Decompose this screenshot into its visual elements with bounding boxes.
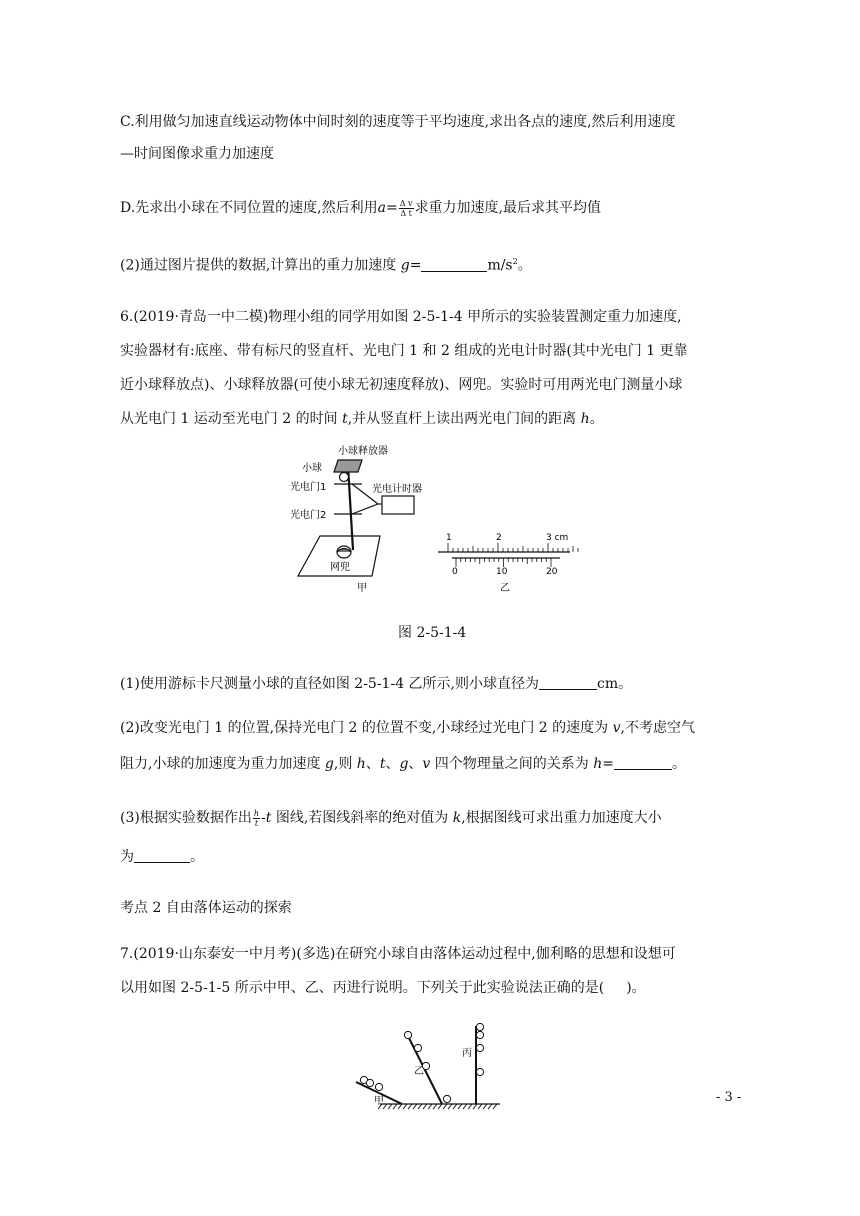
answer-blank[interactable] (134, 848, 190, 863)
question-6-part-2-line-2 (120, 754, 686, 774)
label-jia: 甲 (374, 1096, 384, 1107)
figure-caption: 图 2-5-1-4 (398, 625, 467, 641)
label-yi: 乙 (414, 1066, 424, 1077)
q6-2-l1-b: ,不考虑空气 (620, 720, 695, 736)
ground-hatch-line (453, 1104, 457, 1109)
equals-sign: = (602, 756, 615, 772)
fraction-h-t (253, 809, 260, 828)
q6-2-l2-c: 、 (365, 756, 380, 772)
equals-sign: = (409, 257, 422, 274)
ground-hatch-line (458, 1104, 462, 1109)
question-6-line-1: 6.(2019·青岛一中二模)物理小组的同学用如图 2-5-1-4 甲所示的实验装置测定重力加速度, (120, 309, 682, 325)
ball-yi-1 (404, 1031, 411, 1038)
ground-hatch-line (463, 1104, 467, 1109)
figure-2-5-1-4 (280, 440, 580, 600)
q6-line4-b: ,并从竖直杆上读出两光电门间的距离 (347, 411, 581, 427)
var-v: v (422, 756, 431, 772)
ground-hatch-line (423, 1104, 427, 1109)
ruler-main-label-3: 3 cm (546, 533, 569, 543)
page-number: - 3 - (716, 1090, 742, 1105)
section-heading: 考点 2 自由落体运动的探索 (120, 900, 292, 916)
q7-line2-b: )。 (626, 980, 646, 996)
frac-numerator: Δ v (399, 198, 413, 208)
question-6-part-2-line-1 (120, 718, 695, 738)
ruler-main-label-2: 2 (496, 533, 502, 543)
ball-bing-2 (476, 1031, 483, 1038)
question-6-part-1 (120, 674, 632, 694)
ground-hatch-line (473, 1104, 477, 1109)
q6-line4-end: 。 (589, 411, 604, 427)
answer-blank[interactable] (614, 755, 672, 770)
var-a: a (377, 200, 386, 216)
q6-2-l2-e: 、 (408, 756, 423, 772)
ground-hatch-line (433, 1104, 437, 1109)
label-ball: 小球 (302, 463, 322, 474)
ground-hatch-line (428, 1104, 432, 1109)
equals-sign: = (385, 200, 398, 216)
fraction-dv-dt (399, 199, 414, 218)
label-bing: 丙 (462, 1048, 472, 1059)
var-g: g (324, 756, 334, 772)
label-net: 网兜 (330, 562, 350, 573)
q6-3-l2-prefix: 为 (120, 849, 134, 865)
q6-2-l2-f: 四个物理量之间的关系为 (430, 756, 594, 772)
ball-yi-4 (443, 1095, 450, 1102)
unit: m/s (487, 257, 513, 274)
ground-hatch-line (393, 1104, 397, 1109)
var-g: g (400, 257, 410, 274)
q6-line4-a: 从光电门 1 运动至光电门 2 的时间 (120, 411, 343, 427)
var-h: h (593, 756, 603, 772)
ball-bing-4 (476, 1068, 483, 1075)
option-d-suffix: 求重力加速度,最后求其平均值 (414, 200, 602, 216)
ball-yi-2 (414, 1044, 421, 1051)
ball-bing-1 (476, 1023, 483, 1030)
label-gate-2: 光电门2 (290, 510, 327, 521)
period: 。 (517, 257, 532, 274)
var-h: h (356, 756, 366, 772)
var-t: t (265, 810, 272, 826)
label-timer: 光电计时器 (372, 484, 422, 495)
ruler-vernier-label-10: 10 (496, 567, 508, 577)
question-6-part-3-line-2 (120, 847, 204, 867)
question-6-part-3-line-1 (120, 808, 662, 828)
q6-1-unit: cm。 (597, 676, 633, 692)
option-d-prefix: D.先求出小球在不同位置的速度,然后利用 (120, 200, 378, 216)
ground-hatch-line (413, 1104, 417, 1109)
unit-superscript: 2 (512, 257, 518, 266)
answer-blank[interactable] (421, 257, 487, 272)
label-releaser: 小球释放器 (338, 446, 388, 457)
ground-hatch (378, 1104, 497, 1109)
ground-hatch-line (408, 1104, 412, 1109)
q6-3-prefix: (3)根据实验数据作出 (120, 810, 252, 826)
q6-2-l1-a: (2)改变光电门 1 的位置,保持光电门 2 的位置不变,小球经过光电门 2 的速度为 (120, 720, 613, 736)
q7-line2-a: 以用如图 2-5-1-5 所示中甲、乙、丙进行说明。下列关于此实验说法正确的是( (120, 980, 605, 996)
ground-hatch-line (443, 1104, 447, 1109)
frac-denominator: Δ t (400, 208, 412, 218)
var-v: v (612, 720, 621, 736)
q6-3-dash: - (261, 810, 266, 826)
q6-3-suffix: ,根据图线可求出重力加速度大小 (461, 810, 662, 826)
question-7-line-2 (120, 978, 646, 998)
ball-bing-3 (476, 1044, 483, 1051)
q5-2-prefix: (2)通过图片提供的数据,计算出的重力加速度 (120, 257, 401, 274)
ball-jia-2 (366, 1079, 373, 1086)
timer-box (382, 496, 414, 514)
frac-numerator: h (253, 808, 259, 818)
question-6-line-3: 近小球释放点)、小球释放器(可使小球无初速度释放)、网兜。实验时可用两光电门测量小球 (120, 377, 683, 393)
question-6-line-2: 实验器材有:底座、带有标尺的竖直杆、光电门 1 和 2 组成的光电计时器(其中光电门 1 更靠 (120, 343, 688, 359)
option-c-line-2: —时间图像求重力加速度 (120, 146, 274, 162)
vernier-caliper (438, 543, 578, 567)
ruler-vernier-label-0: 0 (452, 567, 458, 577)
q6-2-end: 。 (672, 756, 687, 772)
ball-releaser (334, 460, 362, 472)
answer-blank[interactable] (539, 675, 597, 690)
var-t: t (379, 756, 386, 772)
var-h: h (580, 411, 590, 427)
ground-hatch-line (488, 1104, 492, 1109)
q6-2-l2-a: 阻力,小球的加速度为重力加速度 (120, 756, 325, 772)
ruler-vernier-label-20: 20 (546, 567, 558, 577)
frac-denominator: t (254, 818, 259, 828)
ground-hatch-line (403, 1104, 407, 1109)
q6-2-l2-b: ,则 (333, 756, 357, 772)
ground-hatch-line (478, 1104, 482, 1109)
q6-3-mid: 图线,若图线斜率的绝对值为 (271, 810, 453, 826)
figure-2-5-1-5 (350, 1020, 510, 1110)
var-g: g (399, 756, 409, 772)
option-c-line-1: C.利用做匀加速直线运动物体中间时刻的速度等于平均速度,求出各点的速度,然后利用速度 (120, 114, 676, 130)
q6-2-l2-d: 、 (385, 756, 400, 772)
var-t: t (342, 411, 348, 427)
q6-1-prefix: (1)使用游标卡尺测量小球的直径如图 2-5-1-4 乙所示,则小球直径为 (120, 676, 540, 692)
label-yi: 乙 (500, 583, 510, 594)
ground-hatch-line (493, 1104, 497, 1109)
ground-hatch-line (483, 1104, 487, 1109)
ground-hatch-line (388, 1104, 392, 1109)
ground-hatch-line (468, 1104, 472, 1109)
var-k: k (452, 810, 462, 826)
label-jia: 甲 (357, 583, 367, 594)
q6-3-end: 。 (190, 849, 204, 865)
question-6-line-4 (120, 409, 604, 429)
ground-hatch-line (448, 1104, 452, 1109)
label-gate-1: 光电门1 (290, 482, 327, 493)
ball-jia-3 (375, 1083, 382, 1090)
option-d (120, 198, 601, 218)
ball (340, 473, 349, 482)
ground-hatch-line (438, 1104, 442, 1109)
ground-hatch-line (418, 1104, 422, 1109)
question-7-line-1: 7.(2019·山东泰安一中月考)(多选)在研究小球自由落体运动过程中,伽利略的思想和设想可 (120, 946, 676, 962)
question-5-part-2 (120, 252, 532, 276)
ruler-main-label-1: 1 (446, 533, 452, 543)
